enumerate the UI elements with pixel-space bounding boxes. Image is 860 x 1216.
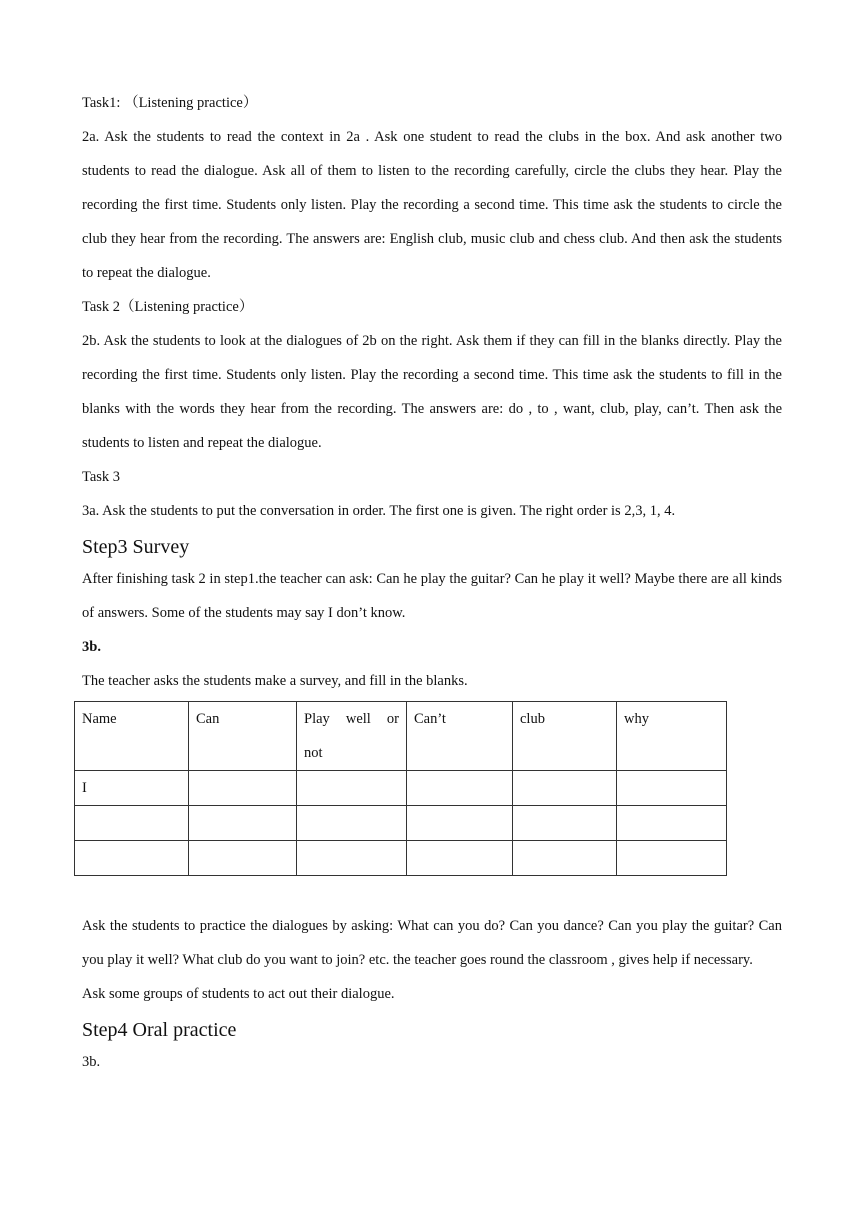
table-header-row: [75, 702, 727, 771]
table-cell: [617, 771, 727, 806]
table-cell: [189, 841, 297, 876]
table-cell: [617, 806, 727, 841]
task2-paragraph: 2b. Ask the students to look at the dialogues of 2b on the right. Ask them if they can fill in the blanks directly. Play the recording the first time. Students only listen. Play the recording a second time. This time ask the students to fill in the blanks with the words they hear from the recording. The answers are: do , to , want, club, play, can’t. Then ask the students to listen and repeat the dialogue.: [82, 333, 782, 451]
table-cell: [513, 841, 617, 876]
survey-instruction: The teacher asks the students make a survey, and fill in the blanks.: [82, 673, 468, 689]
step3-paragraph: After finishing task 2 in step1.the teacher can ask: Can he play the guitar? Can he play it well? Maybe there are all kinds of answers. Some of the students may say I don’t know.: [82, 571, 782, 621]
table-cell: [297, 771, 407, 806]
practice-paragraph: Ask the students to practice the dialogues by asking: What can you do? Can you dance? Can you play the guitar? Can you play it well? What club do you want to join? etc. the teacher goes round the classroom , gives help if necessary.: [82, 918, 782, 968]
table-cell: [189, 806, 297, 841]
header-play-well-line1: Play well or: [304, 711, 399, 727]
act-out-paragraph: Ask some groups of students to act out their dialogue.: [82, 986, 395, 1002]
after-table-section: [82, 909, 782, 1079]
table-cell: [513, 806, 617, 841]
table-cell: [407, 771, 513, 806]
table-row: [75, 771, 727, 806]
table-cell: I: [75, 771, 189, 806]
header-name: Name: [75, 702, 189, 771]
table-cell: [297, 841, 407, 876]
header-can: Can: [189, 702, 297, 771]
task1-paragraph: 2a. Ask the students to read the context in 2a . Ask one student to read the clubs in the box. And ask another two students to read the dialogue. Ask all of them to listen to the recording carefully, circle the clubs they hear. Play the recording the first time. Students only listen. Play the recording a second time. This time ask the students to circle the club they hear from the recording. The answers are: English club, music club and chess club. And then ask the students to repeat the dialogue.: [82, 129, 782, 281]
step4-heading: Step4 Oral practice: [82, 1019, 237, 1041]
task1-title: Task1: （Listening practice）: [82, 95, 258, 111]
table-row: [75, 806, 727, 841]
document-page: [82, 86, 782, 698]
step3-heading: Step3 Survey: [82, 536, 190, 558]
table-cell: [407, 841, 513, 876]
task2-title: Task 2（Listening practice）: [82, 299, 254, 315]
header-play-well-line2: not: [304, 745, 323, 761]
header-why: why: [617, 702, 727, 771]
survey-table: [74, 701, 727, 876]
task3-title: Task 3: [82, 469, 121, 485]
header-club: club: [513, 702, 617, 771]
table-cell: [297, 806, 407, 841]
header-cant: Can’t: [407, 702, 513, 771]
table-cell: [617, 841, 727, 876]
header-play-well: [297, 702, 407, 771]
table-cell: [75, 841, 189, 876]
step3-label: 3b.: [82, 639, 101, 655]
table-cell: [75, 806, 189, 841]
step4-label: 3b.: [82, 1054, 101, 1070]
table-cell: [189, 771, 297, 806]
task3-paragraph: 3a. Ask the students to put the conversation in order. The first one is given. The right order is 2,3, 1, 4.: [82, 503, 676, 519]
table-cell: [407, 806, 513, 841]
table-cell: [513, 771, 617, 806]
table-row: [75, 841, 727, 876]
